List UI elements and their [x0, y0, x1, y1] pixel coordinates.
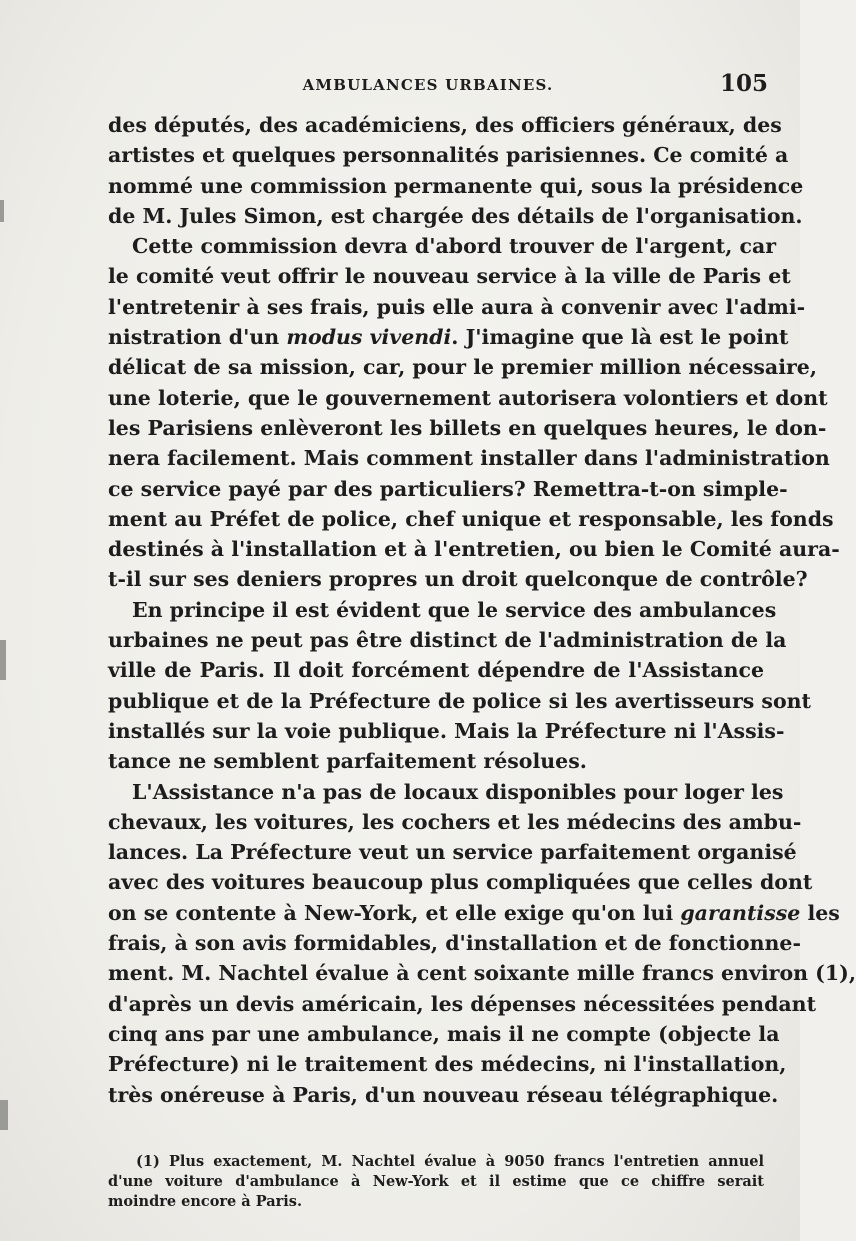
- text-line: publique et de la Préfecture de police si les avertisseurs sont: [108, 688, 812, 713]
- running-head: [108, 70, 768, 100]
- text-line: t-il sur ses deniers propres un droit quelconque de contrôle?: [108, 567, 808, 592]
- text-line: cinq ans par une ambulance, mais il ne compte (objecte la: [108, 1021, 780, 1046]
- text-line: le comité veut offrir le nouveau service à la ville de Paris et: [108, 264, 791, 289]
- text-line: [108, 322, 789, 352]
- text-line: tance ne semblent parfaitement résolues.: [108, 749, 587, 774]
- text-line: d'après un devis américain, les dépenses nécessitées pendant: [108, 991, 817, 1016]
- text-line: Préfecture) ni le traitement des médecins, ni l'installation,: [108, 1052, 787, 1077]
- text-line: nera facilement. Mais comment installer dans l'administration: [108, 446, 830, 471]
- text-span: les: [800, 900, 840, 925]
- scan-edge-mark: [0, 1100, 8, 1130]
- running-title: AMBULANCES URBAINES.: [302, 76, 554, 94]
- text-line: l'entretenir à ses frais, puis elle aura à convenir avec l'admi-: [108, 294, 806, 319]
- text-line: urbaines ne peut pas être distinct de l'administration de la: [108, 628, 787, 653]
- text-line: lances. La Préfecture veut un service parfaitement organisé: [108, 840, 797, 865]
- text-line: frais, à son avis formidables, d'installation et de fonctionne-: [108, 931, 801, 956]
- text-line: de M. Jules Simon, est chargée des détails de l'organisation.: [108, 203, 803, 228]
- footnotes: [108, 1152, 764, 1212]
- text-line: des députés, des académiciens, des officiers généraux, des: [108, 113, 782, 137]
- italic-term: modus vivendi: [286, 325, 452, 350]
- text-line: installés sur la voie publique. Mais la Préfecture ni l'Assis-: [108, 718, 785, 743]
- footnote-line: (1) Plus exactement, M. Nachtel évalue à 9050 francs l'entretien annuel: [136, 1153, 764, 1170]
- footnote-line: moindre encore à Paris.: [108, 1193, 303, 1210]
- scan-edge-mark: [0, 640, 6, 680]
- text-line: [108, 898, 840, 928]
- footnote-line: d'une voiture d'ambulance à New-York et il estime que ce chiffre serait: [108, 1173, 764, 1190]
- text-line: Cette commission devra d'abord trouver de l'argent, car: [132, 234, 777, 259]
- page-number: 105: [719, 70, 768, 97]
- text-line: En principe il est évident que le service des ambulances: [132, 597, 777, 622]
- text-line: avec des voitures beaucoup plus compliquées que celles dont: [108, 870, 813, 895]
- body-text: [108, 110, 856, 1110]
- text-line: les Parisiens enlèveront les billets en quelques heures, le don-: [108, 415, 827, 440]
- text-line: destinés à l'installation et à l'entretien, ou bien le Comité aura-: [108, 537, 840, 562]
- text-line: ment. M. Nachtel évalue à cent soixante mille francs environ (1),: [108, 961, 856, 986]
- text-line: chevaux, les voitures, les cochers et les médecins des ambu-: [108, 809, 802, 834]
- text-line: très onéreuse à Paris, d'un nouveau réseau télégraphique.: [108, 1082, 779, 1107]
- text-line: une loterie, que le gouvernement autorisera volontiers et dont: [108, 385, 828, 410]
- text-span: . J'imagine que là est le point: [451, 325, 789, 350]
- text-line: ment au Préfet de police, chef unique et responsable, les fonds: [108, 506, 834, 531]
- scan-edge-mark: [0, 200, 4, 222]
- text-line: artistes et quelques personnalités parisiennes. Ce comité a: [108, 143, 789, 168]
- text-line: ce service payé par des particuliers? Remettra-t-on simple-: [108, 476, 788, 501]
- text-span: nistration d'un: [108, 325, 287, 350]
- text-line: ville de Paris. Il doit forcément dépendre de l'Assistance: [108, 658, 764, 683]
- text-line: L'Assistance n'a pas de locaux disponibles pour loger les: [132, 779, 784, 804]
- text-line: nommé une commission permanente qui, sous la présidence: [108, 173, 804, 198]
- text-line: délicat de sa mission, car, pour le premier million nécessaire,: [108, 355, 817, 380]
- italic-term: garantisse: [680, 900, 801, 925]
- text-span: on se contente à New-York, et elle exige qu'on lui: [108, 900, 681, 925]
